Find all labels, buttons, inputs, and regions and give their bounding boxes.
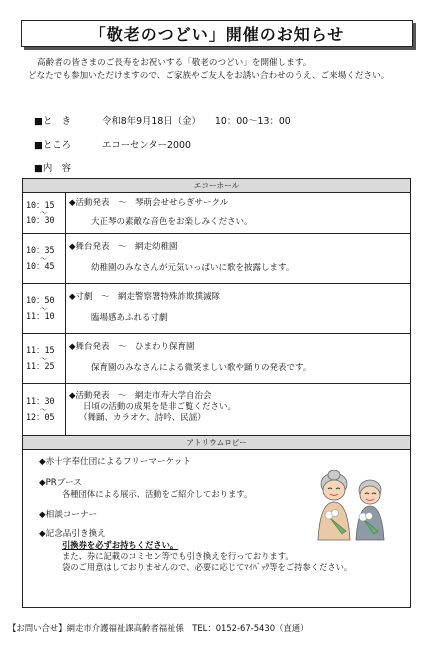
end-time: 10：30 [26, 215, 55, 225]
program-cell [66, 234, 410, 283]
gift-item: ◆記念品引き換え [39, 529, 106, 539]
time-tilde: 〜 [40, 405, 47, 414]
program-desc: 大正琴の素敵な音色をお楽しみください。 [91, 217, 253, 227]
program-title: ◆舞台発表 〜 網走幼稚園 [69, 242, 178, 252]
schedule-row [23, 193, 410, 234]
end-time: 11：10 [26, 310, 55, 321]
time-cell [23, 334, 66, 383]
start-time: 10：50 [26, 295, 55, 305]
time-cell [23, 234, 66, 283]
program-title: ◆寸劇 〜 網走警察署特殊詐欺撲滅隊 [69, 292, 221, 302]
program-cell [66, 334, 410, 383]
elderly-couple-illustration [310, 470, 392, 542]
program-desc: 幼稚園のみなさんが元気いっぱいに歌を披露します。 [91, 263, 295, 273]
program-desc: （舞踊、カラオケ、詩吟、民謡） [79, 412, 206, 423]
schedule-row [23, 284, 410, 334]
program-cell [66, 284, 410, 333]
date-row [34, 113, 291, 127]
market-item: ◆赤十字奉仕団によるフリーマーケット [39, 457, 191, 467]
schedule-row [23, 384, 410, 436]
atrium-section [23, 450, 410, 573]
place-row [34, 137, 191, 151]
schedule-row [23, 334, 410, 384]
content-label: ■内 容 [34, 163, 71, 174]
program-cell [66, 384, 410, 435]
intro-line: どなたでも参加いただけますので、ご家族やご友人をお誘い合わせのうえ、ご来場ください。 [28, 71, 390, 81]
program-desc: 保育園のみなさんによる微笑ましい歌や踊りの発表です。 [91, 363, 312, 373]
time-cell [23, 384, 66, 435]
pr-booth-item: ◆PRブース [39, 478, 82, 488]
program-title: ◆舞台発表 〜 ひまわり保育園 [69, 342, 195, 352]
contact-footer: 【お問い合せ】網走市介護福祉課高齢者福祉係 TEL：0152-67-5430（直通） [8, 623, 309, 633]
time-tilde: 〜 [40, 304, 47, 313]
gift-note: 引換券を必ずお持ちください。 [62, 540, 179, 550]
time-cell [23, 193, 66, 233]
schedule-row [23, 234, 410, 284]
time-tilde: 〜 [40, 354, 47, 363]
page-title: 「敬老のつどい」開催のお知らせ [21, 20, 413, 47]
end-time: 12：05 [26, 411, 55, 422]
program-desc: 日頃の活動の成果を是非ご覧ください。 [83, 402, 237, 412]
schedule-table [22, 178, 411, 608]
end-time: 10：45 [26, 260, 55, 271]
start-time: 10：15 [26, 199, 55, 210]
program-title: ◆活動発表 〜 網走市寿大学自治会 [69, 391, 212, 401]
place-label: ■ところ [34, 140, 71, 151]
end-time: 11：25 [26, 360, 55, 371]
intro-line: 高齢者の皆さまのご長寿をお祝いする「敬老のつどい」を開催します。 [37, 58, 312, 68]
gift-desc: また、券に記載のコミセン等でも引き換えを行っております。 [62, 551, 294, 561]
program-cell [66, 193, 410, 233]
date-value: 令和8年9月18日（金） 10：00〜13：00 [102, 116, 291, 127]
date-label: ■と き [34, 116, 71, 127]
time-tilde: 〜 [40, 209, 47, 217]
content-row [34, 160, 102, 174]
gift-desc: 袋のご用意はしておりませんので、必要に応じてﾏｲﾊﾞｯｸ等をご持参ください。 [62, 562, 353, 572]
intro-text [28, 57, 410, 83]
start-time: 11：15 [26, 345, 55, 355]
time-cell [23, 284, 66, 333]
consult-item: ◆相談コーナー [39, 510, 98, 520]
start-time: 10：35 [26, 245, 55, 255]
program-desc: 臨場感あふれる寸劇 [91, 313, 168, 323]
place-value: エコーセンター2000 [102, 140, 191, 151]
program-title: ◆活動発表 〜 琴萌会せせらぎサークル [69, 198, 229, 208]
pr-booth-desc: 各種団体による展示、活動をご紹介しております。 [62, 489, 253, 499]
start-time: 11：30 [26, 396, 55, 406]
hall-header: エコーホール [23, 179, 410, 193]
atrium-header: アトリウムロビー [23, 436, 410, 450]
time-tilde: 〜 [40, 254, 47, 263]
